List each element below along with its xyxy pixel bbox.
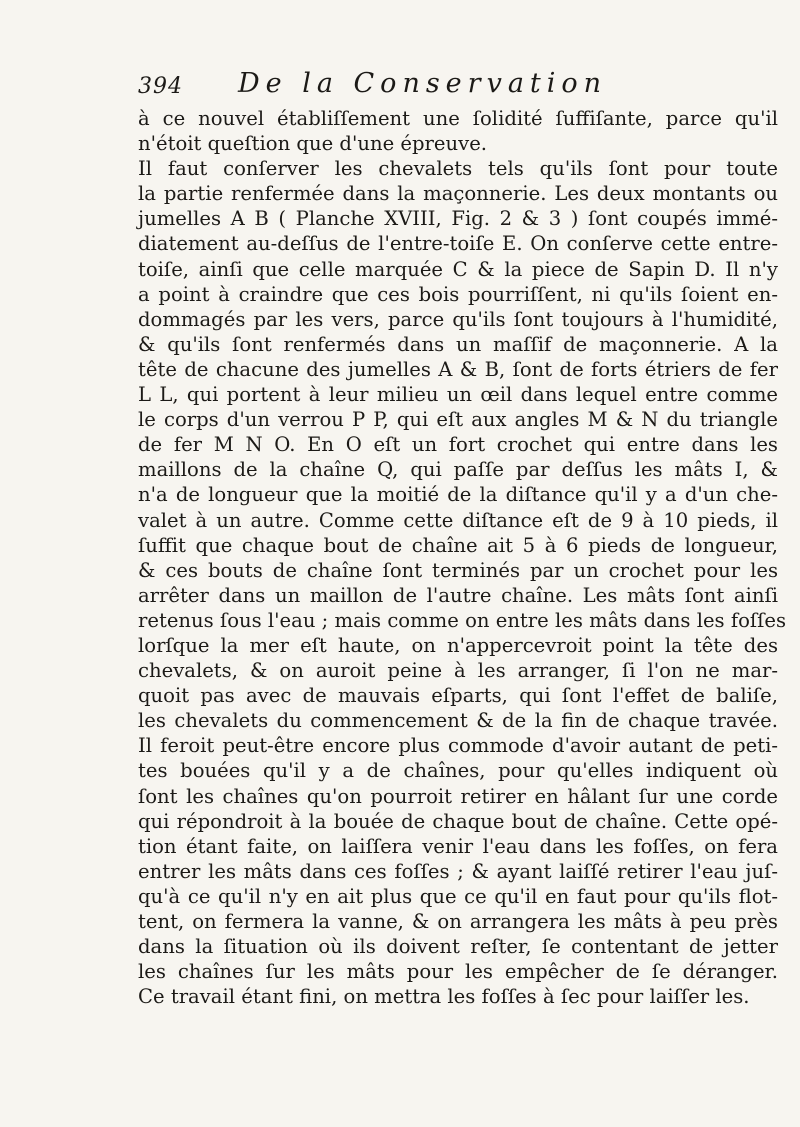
text-line: de fer M N O. En O eſt un fort crochet qui entre dans les [138, 433, 778, 457]
text-line: jumelles A B ( Planche XVIII, Fig. 2 & 3 ) ſont coupés immé- [138, 207, 778, 231]
text-line: tion étant faite, on laiſſera venir l'eau dans les foſſes, on fera [138, 834, 778, 858]
text-line: diatement au-deſſus de l'entre-toiſe E. On conſerve cette entre- [138, 232, 778, 256]
text-line: dans la ſituation où ils doivent reſter, ſe contentant de jetter [138, 935, 778, 959]
text-line: toiſe, ainſi que celle marquée C & la piece de Sapin D. Il n'y [138, 257, 778, 281]
page-number: 394 [138, 74, 183, 99]
text-line: Il faut conſerver les chevalets tels qu'ils ſont pour toute [138, 157, 778, 181]
text-line: le corps d'un verrou P P, qui eſt aux angles M & N du triangle [138, 408, 778, 432]
text-line: tes bouées qu'il y a de chaînes, pour qu'elles indiquent où [138, 759, 778, 783]
text-line: valet à un autre. Comme cette diſtance eſt de 9 à 10 pieds, il [138, 508, 778, 532]
text-line: & qu'ils ſont renfermés dans un maſſif de maçonnerie. A la [138, 332, 778, 356]
text-line: tête de chacune des jumelles A & B, ſont de forts étriers de fer [138, 357, 778, 381]
text-line: a point à craindre que ces bois pourriſſent, ni qu'ils ſoient en- [138, 282, 778, 306]
text-line: quoit pas avec de mauvais eſparts, qui ſont l'effet de baliſe, [138, 684, 778, 708]
text-line: n'étoit queſtion que d'une épreuve. [138, 132, 488, 156]
text-line: qui répondroit à la bouée de chaque bout de chaîne. Cette opé- [138, 809, 778, 833]
running-title: De la Conservation [238, 68, 608, 99]
text-line: ſuffit que chaque bout de chaîne ait 5 à 6 pieds de longueur, [138, 533, 778, 557]
text-line: les chaînes ſur les mâts pour les empêcher de ſe déranger. [138, 960, 778, 984]
text-line: n'a de longueur que la moitié de la diſtance qu'il y a d'un che- [138, 483, 778, 507]
text-line: L L, qui portent à leur milieu un œil dans lequel entre comme [138, 383, 778, 407]
text-line: retenus ſous l'eau ; mais comme on entre les mâts dans les foſſes [138, 608, 787, 632]
text-line: arrêter dans un maillon de l'autre chaîne. Les mâts ſont ainſi [138, 583, 778, 607]
text-line: & ces bouts de chaîne ſont terminés par un crochet pour les [138, 558, 778, 582]
text-line: Il feroit peut-être encore plus commode d'avoir autant de peti- [138, 734, 778, 758]
text-line: entrer les mâts dans ces foſſes ; & ayant laiſſé retirer l'eau juſ- [138, 859, 778, 883]
running-head [138, 62, 698, 102]
text-line: ſont les chaînes qu'on pourroit retirer en hâlant ſur une corde [138, 784, 778, 808]
text-line: les chevalets du commencement & de la fin de chaque travée. [138, 709, 778, 733]
text-line: tent, on fermera la vanne, & on arrangera les mâts à peu près [138, 910, 778, 933]
body-text [138, 106, 787, 1009]
text-line: la partie renfermée dans la maçonnerie. Les deux montants ou [138, 182, 778, 206]
text-line: à ce nouvel établiſſement une ſolidité ſuffiſante, parce qu'il [138, 107, 778, 130]
text-line: dommagés par les vers, parce qu'ils ſont toujours à l'humidité, [138, 307, 778, 331]
text-line: maillons de la chaîne Q, qui paſſe par deſſus les mâts I, & [138, 458, 778, 482]
text-line: qu'à ce qu'il n'y en ait plus que ce qu'il en faut pour qu'ils flot- [138, 884, 778, 908]
text-line: chevalets, & on auroit peine à les arranger, ſi l'on ne mar- [138, 659, 778, 683]
text-line: Ce travail étant fini, on mettra les foſſes à ſec pour laiſſer les. [138, 985, 750, 1009]
text-line: lorſque la mer eſt haute, on n'appercevroit point la tête des [138, 633, 778, 657]
